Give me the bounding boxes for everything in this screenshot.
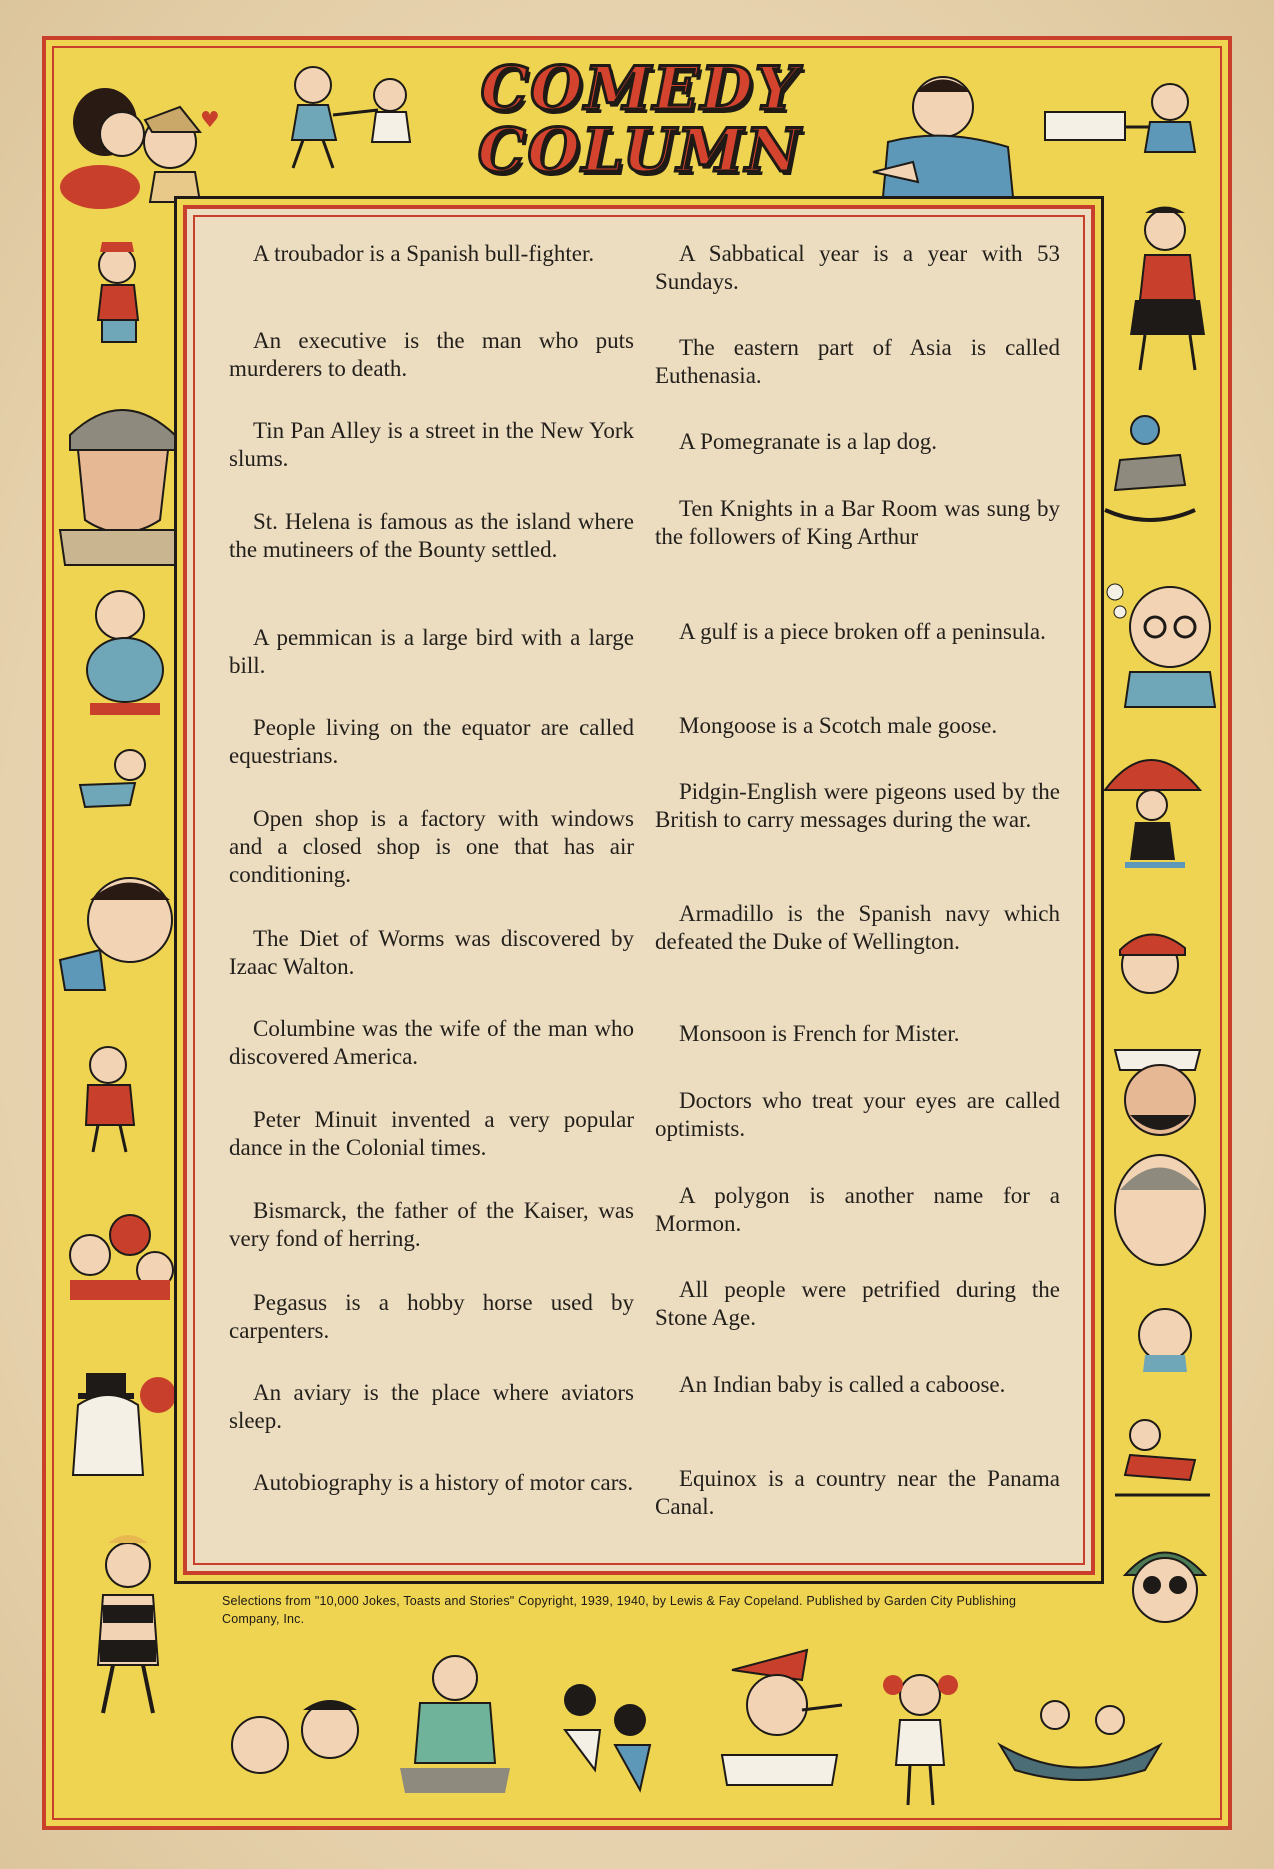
joke-item: Pidgin-English were pigeons used by the British to carry messages during the war. (655, 779, 1060, 832)
swimsuit-girl-illustration (58, 1535, 193, 1715)
joke-item: Armadillo is the Spanish navy which defeated the Duke of Wellington. (655, 901, 1060, 954)
kissing-couple-illustration (60, 62, 240, 202)
two-heads-illustration (225, 1690, 370, 1810)
joke-item: Doctors who treat your eyes are called optimists. (655, 1088, 1060, 1141)
joke-item: Pegasus is a hobby horse used by carpenters. (229, 1290, 634, 1343)
clown-dog-illustration (70, 585, 180, 720)
sailor-captain-illustration (1110, 1030, 1205, 1150)
svg-text:♥: ♥ (200, 108, 220, 133)
cannon-boy-illustration (1040, 72, 1220, 162)
ghost-with-flowers-illustration (68, 1365, 178, 1485)
title-line-2: COLUMN (477, 116, 803, 186)
laughing-man-illustration (60, 870, 185, 990)
joke-item: A Sabbatical year is a year with 53 Sundays. (655, 241, 1060, 294)
tumbling-clown-illustration (1105, 1410, 1215, 1500)
joke-item: A pemmican is a large bird with a large bill. (229, 625, 634, 678)
joke-item: A Pomegranate is a lap dog. (679, 429, 938, 454)
joke-item: A polygon is another name for a Mormon. (655, 1183, 1060, 1236)
singing-boy-illustration (68, 1040, 153, 1155)
pointing-man-illustration (868, 62, 1028, 202)
joke-item: Tin Pan Alley is a street in the New York slums. (229, 418, 634, 471)
glum-face-illustration (1105, 1145, 1215, 1280)
joke-item: Equinox is a country near the Panama Canal. (655, 1466, 1060, 1519)
joke-item: An executive is the man who puts murderers to death. (229, 328, 634, 381)
joke-item: The Diet of Worms was discovered by Izaac Walton. (229, 926, 634, 979)
old-man-pipe-illustration (1100, 572, 1225, 707)
sitting-boy-illustration (395, 1648, 520, 1798)
pinocchio-illustration (712, 1640, 847, 1790)
jokes-panel (183, 205, 1095, 1575)
joke-item: People living on the equator are called equestrians. (229, 715, 634, 768)
umbrella-skater-illustration (1100, 740, 1205, 885)
joke-item: A troubador is a Spanish bull-fighter. (253, 241, 595, 266)
joke-item: St. Helena is famous as the island where the mutineers of the Bounty settled. (229, 509, 634, 562)
joke-item: An aviary is the place where aviators sleep. (229, 1380, 634, 1433)
joke-item: The eastern part of Asia is called Euthenasia. (655, 335, 1060, 388)
joke-item: A gulf is a piece broken off a peninsula. (679, 619, 1046, 644)
baseball-kid-illustration (72, 240, 162, 355)
three-kittens-illustration (60, 1195, 180, 1305)
title-line-1: COMEDY (480, 54, 800, 124)
tugging-kids-illustration (278, 60, 428, 170)
joke-item: All people were petrified during the Stone Age. (655, 1277, 1060, 1330)
helmeted-soldier-illustration (60, 395, 185, 565)
joke-item: Monsoon is French for Mister. (679, 1021, 960, 1046)
page-title (440, 54, 840, 186)
seated-woman-illustration (1110, 205, 1215, 370)
joke-item: Columbine was the wife of the man who discovered America. (229, 1016, 634, 1069)
joke-item: Bismarck, the father of the Kaiser, was very fond of herring. (229, 1198, 634, 1251)
bouncing-kid-illustration (1125, 1300, 1205, 1375)
capped-boy-illustration (1105, 920, 1195, 1000)
pigtail-girl-illustration (878, 1665, 963, 1810)
joke-item: Mongoose is a Scotch male goose. (679, 713, 998, 738)
joke-item: An Indian baby is called a caboose. (679, 1372, 1006, 1397)
rocking-horse-rider-illustration (1100, 410, 1195, 525)
joke-item: Open shop is a factory with windows and a closed shop is one that has air conditioning. (229, 806, 634, 887)
running-child-illustration (60, 745, 160, 820)
copyright-credit: Selections from "10,000 Jokes, Toasts and Stories" Copyright, 1939, 1940, by Lewis & Fay Copeland. Published by Garden City Publishing Company, Inc. (222, 1594, 1017, 1626)
rowboat-fight-illustration (995, 1690, 1165, 1790)
joke-item: Autobiography is a history of motor cars. (253, 1470, 634, 1495)
joke-item: Peter Minuit invented a very popular dance in the Colonial times. (229, 1107, 634, 1160)
joke-item: Ten Knights in a Bar Room was sung by the followers of King Arthur (655, 496, 1060, 549)
goggled-aviator-illustration (1120, 1535, 1210, 1645)
dancing-mice-illustration (545, 1670, 665, 1800)
